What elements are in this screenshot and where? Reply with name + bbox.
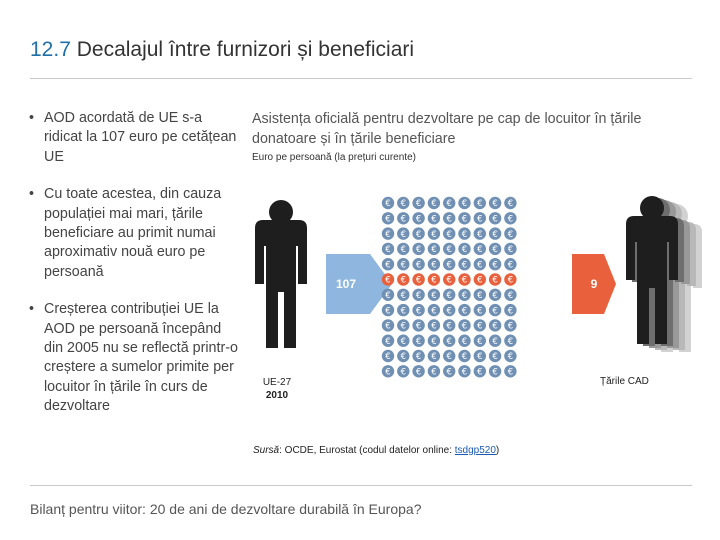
euro-symbol: € <box>492 321 498 332</box>
euro-symbol: € <box>415 352 422 363</box>
euro-symbol: € <box>415 245 422 256</box>
graph-title: Asistența oficială pentru dezvoltare pe cap de locuitor în țările donatoare și în țările beneficiare <box>252 111 642 147</box>
euro-symbol: € <box>446 336 452 347</box>
euro-symbol: € <box>492 275 498 286</box>
footer-text: Bilanț pentru viitor: 20 de ani de dezvoltare durabilă în Europa? <box>30 501 422 517</box>
bullet-text: Cu toate acestea, din cauza populației mai mari, țările beneficiare au primit numai aproximativ nouă euro pe persoană <box>44 186 222 280</box>
coin-grid <box>382 197 517 378</box>
euro-symbol: € <box>461 199 468 210</box>
euro-symbol: € <box>492 336 498 347</box>
euro-symbol: € <box>492 260 498 271</box>
person-icon-eu <box>255 200 307 348</box>
euro-symbol: € <box>385 260 391 271</box>
left-label <box>250 376 304 402</box>
euro-symbol: € <box>477 245 483 256</box>
euro-symbol: € <box>507 214 514 225</box>
euro-symbol: € <box>385 291 391 301</box>
euro-symbol: € <box>385 367 391 378</box>
euro-symbol: € <box>507 199 514 210</box>
euro-symbol: € <box>492 214 498 225</box>
euro-symbol: € <box>507 306 514 317</box>
euro-symbol: € <box>477 367 483 378</box>
euro-symbol: € <box>461 291 468 301</box>
euro-symbol: € <box>385 199 391 210</box>
euro-symbol: € <box>477 291 483 301</box>
euro-symbol: € <box>400 245 407 256</box>
euro-symbol: € <box>461 260 468 271</box>
euro-symbol: € <box>446 275 452 286</box>
euro-symbol: € <box>431 199 437 210</box>
euro-symbol: € <box>461 245 468 256</box>
euro-symbol: € <box>415 306 422 317</box>
source-close: ) <box>495 445 500 456</box>
euro-symbol: € <box>431 321 437 332</box>
euro-symbol: € <box>446 229 452 240</box>
euro-symbol: € <box>431 367 437 378</box>
euro-symbol: € <box>385 214 391 225</box>
source-label: Sursă <box>253 445 280 456</box>
euro-symbol: € <box>477 214 483 225</box>
euro-symbol: € <box>477 275 483 286</box>
euro-symbol: € <box>492 291 498 301</box>
euro-symbol: € <box>415 367 422 378</box>
euro-symbol: € <box>446 260 452 271</box>
euro-symbol: € <box>507 245 514 256</box>
euro-symbol: € <box>507 260 514 271</box>
euro-symbol: € <box>400 229 407 240</box>
euro-symbol: € <box>461 367 468 378</box>
euro-symbol: € <box>431 214 437 225</box>
euro-symbol: € <box>492 229 498 240</box>
euro-symbol: € <box>461 214 468 225</box>
euro-symbol: € <box>415 336 422 347</box>
euro-symbol: € <box>415 275 422 286</box>
left-label-name: UE-27 <box>262 377 292 388</box>
euro-symbol: € <box>461 352 468 363</box>
euro-symbol: € <box>400 336 407 347</box>
euro-symbol: € <box>461 336 468 347</box>
euro-symbol: € <box>400 321 407 332</box>
euro-symbol: € <box>477 260 483 271</box>
euro-symbol: € <box>385 245 391 256</box>
euro-symbol: € <box>400 199 407 210</box>
euro-symbol: € <box>400 352 407 363</box>
euro-symbol: € <box>507 352 514 363</box>
euro-symbol: € <box>446 306 452 317</box>
title-number: 12.7 <box>30 38 71 61</box>
euro-symbol: € <box>477 229 483 240</box>
euro-symbol: € <box>507 367 514 378</box>
euro-symbol: € <box>400 260 407 271</box>
left-value-label: 107 <box>335 277 357 291</box>
euro-symbol: € <box>385 229 391 240</box>
euro-symbol: € <box>385 306 391 317</box>
euro-symbol: € <box>431 352 437 363</box>
euro-symbol: € <box>507 291 514 301</box>
euro-symbol: € <box>400 306 407 317</box>
graph-subtitle: Euro pe persoană (la prețuri curente) <box>252 152 416 163</box>
euro-symbol: € <box>385 352 391 363</box>
bullet-item: • Creșterea contribuției UE la AOD pe persoană începând din 2005 nu se reflectă printr-o creștere a sumelor primite per locuitor în țările în curs de dezvoltare <box>29 301 238 415</box>
euro-symbol: € <box>415 321 422 332</box>
euro-symbol: € <box>385 275 391 286</box>
people-icon-group <box>626 196 702 352</box>
euro-symbol: € <box>477 336 483 347</box>
euro-symbol: € <box>415 291 422 301</box>
source-code-link[interactable]: tsdgp520 <box>454 445 496 456</box>
bullet-text: AOD acordată de UE s-a ridicat la 107 euro pe cetățean UE <box>44 110 237 165</box>
footer-divider <box>30 485 692 486</box>
euro-symbol: € <box>477 352 483 363</box>
source-note <box>253 445 499 456</box>
euro-symbol: € <box>492 306 498 317</box>
euro-symbol: € <box>415 229 422 240</box>
euro-symbol: € <box>446 199 452 210</box>
euro-symbol: € <box>492 199 498 210</box>
euro-symbol: € <box>507 321 514 332</box>
euro-symbol: € <box>477 306 483 317</box>
right-value-label: 9 <box>590 277 598 291</box>
euro-symbol: € <box>507 229 514 240</box>
euro-symbol: € <box>400 214 407 225</box>
euro-symbol: € <box>431 336 437 347</box>
euro-symbol: € <box>385 321 391 332</box>
bullet-item: • Cu toate acestea, din cauza populației mai mari, țările beneficiare au primit numai aproximativ nouă euro pe persoană <box>29 186 222 280</box>
euro-symbol: € <box>415 260 422 271</box>
euro-symbol: € <box>431 291 437 301</box>
euro-symbol: € <box>400 291 407 301</box>
euro-symbol: € <box>431 245 437 256</box>
euro-symbol: € <box>431 260 437 271</box>
euro-symbol: € <box>431 229 437 240</box>
euro-symbol: € <box>461 275 468 286</box>
euro-symbol: € <box>431 306 437 317</box>
bullet-text: Creșterea contribuției UE la AOD pe persoană începând din 2005 nu se reflectă printr-o creștere a sumelor primite per locuitor în țările în curs de dezvoltare <box>44 301 238 415</box>
euro-symbol: € <box>461 229 468 240</box>
euro-symbol: € <box>446 352 452 363</box>
title-text: Decalajul între furnizori și beneficiari <box>76 38 415 61</box>
euro-symbol: € <box>415 199 422 210</box>
euro-symbol: € <box>400 367 407 378</box>
right-label: Țările CAD <box>600 376 649 387</box>
euro-symbol: € <box>507 336 514 347</box>
euro-symbol: € <box>446 291 452 301</box>
euro-symbol: € <box>461 321 468 332</box>
euro-symbol: € <box>446 214 452 225</box>
euro-symbol: € <box>446 321 452 332</box>
euro-symbol: € <box>446 367 452 378</box>
source-text: : OCDE, Eurostat (codul datelor online: <box>279 445 455 456</box>
euro-symbol: € <box>507 275 514 286</box>
euro-symbol: € <box>492 245 498 256</box>
euro-symbol: € <box>385 336 391 347</box>
euro-symbol: € <box>492 367 498 378</box>
euro-symbol: € <box>431 275 437 286</box>
euro-symbol: € <box>400 275 407 286</box>
euro-symbol: € <box>477 321 483 332</box>
euro-symbol: € <box>477 199 483 210</box>
left-label-year: 2010 <box>265 390 289 401</box>
euro-symbol: € <box>446 245 452 256</box>
euro-symbol: € <box>492 352 498 363</box>
bullet-item: • AOD acordată de UE s-a ridicat la 107 euro pe cetățean UE <box>29 110 237 165</box>
euro-symbol: € <box>415 214 422 225</box>
euro-symbol: € <box>461 306 468 317</box>
